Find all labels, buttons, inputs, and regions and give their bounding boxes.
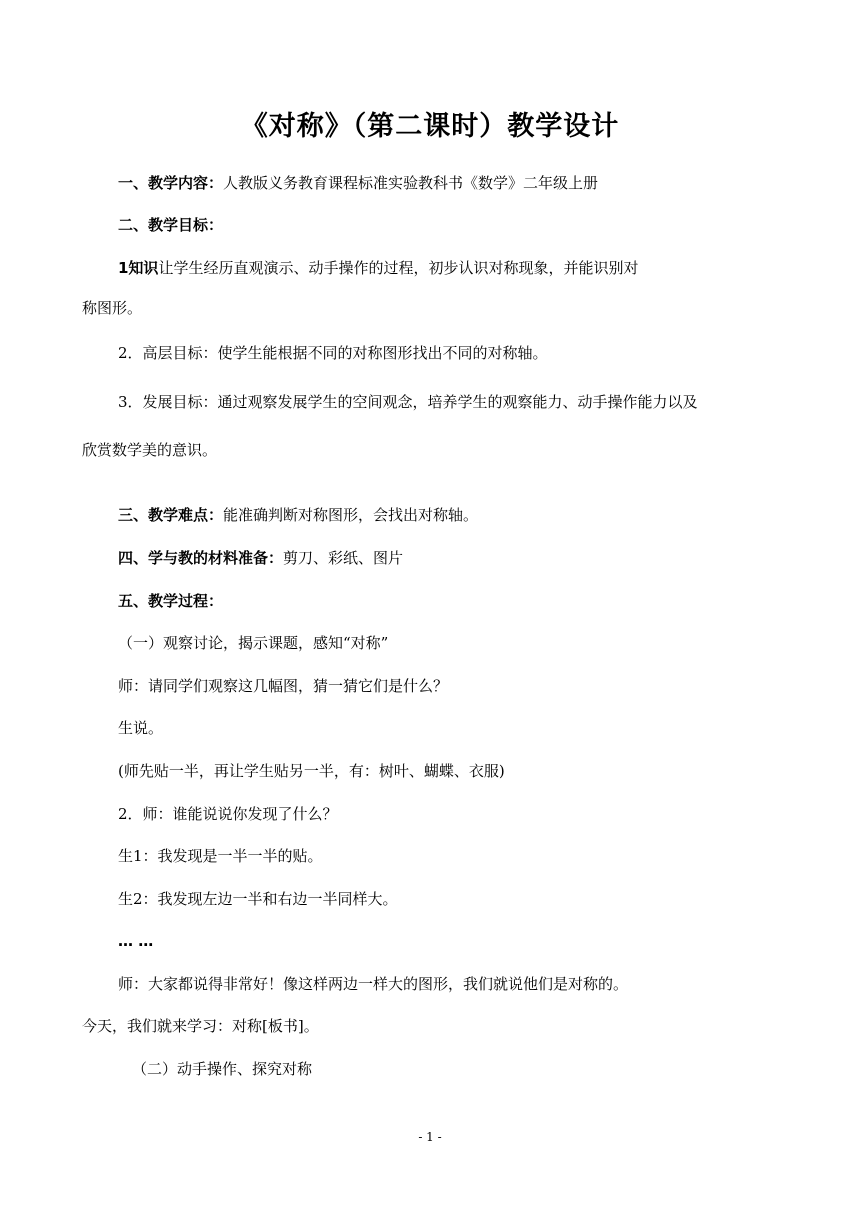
document-title: 《对称》（第二课时）教学设计 [240, 111, 620, 142]
goal-3: 3．发展目标：通过观察发展学生的空间观念，培养学生的观察能力、动手操作能力以及 [118, 393, 698, 411]
teaching-difficulty [118, 505, 478, 525]
teaching-content [118, 173, 598, 193]
process-line: 师：大家都说得非常好！像这样两边一样大的图形，我们就说他们是对称的。 [118, 975, 629, 993]
teaching-goals-heading: 二、教学目标： [118, 216, 224, 234]
process-line: 生2：我发现左边一半和右边一半同样大。 [118, 890, 398, 908]
materials [118, 548, 403, 568]
materials-text: 剪刀、彩纸、图片 [283, 549, 404, 567]
process-line: 生说。 [118, 719, 164, 737]
teaching-content-label: 一、教学内容： [118, 174, 224, 192]
process-line: 2．师：谁能说说你发现了什么？ [118, 805, 338, 823]
goal-1-label: 1知识 [118, 259, 159, 277]
process-line: (师先贴一半，再让学生贴另一半，有：树叶、蝴蝶、衣服) [118, 762, 505, 780]
teaching-difficulty-text: 能准确判断对称图形，会找出对称轴。 [223, 506, 479, 524]
goal-1 [118, 258, 638, 278]
goal-2: 2．高层目标：使学生能根据不同的对称图形找出不同的对称轴。 [118, 344, 548, 362]
teaching-process-heading: 五、教学过程： [118, 592, 224, 610]
process-step-2: （二）动手操作、探究对称 [132, 1060, 313, 1078]
process-line: 师：请同学们观察这几幅图，猜一猜它们是什么？ [118, 677, 449, 695]
teaching-difficulty-label: 三、教学难点： [118, 506, 224, 524]
materials-label: 四、学与教的材料准备： [118, 549, 284, 567]
process-line: 生1：我发现是一半一半的贴。 [118, 847, 323, 865]
page-number: - 1 - [418, 1130, 442, 1144]
teaching-content-text: 人教版义务教育课程标准实验教科书《数学》二年级上册 [223, 174, 599, 192]
goal-1-text: 让学生经历直观演示、动手操作的过程，初步认识对称现象，并能识别对 [158, 259, 639, 277]
process-ellipsis: … … [118, 932, 154, 950]
goal-1-continued: 称图形。 [82, 299, 143, 317]
goal-3-continued: 欣赏数学美的意识。 [82, 441, 218, 459]
process-line: 今天，我们就来学习：对称[板书]。 [82, 1017, 319, 1035]
process-step-1: （一）观察讨论，揭示课题，感知“对称” [118, 634, 389, 652]
